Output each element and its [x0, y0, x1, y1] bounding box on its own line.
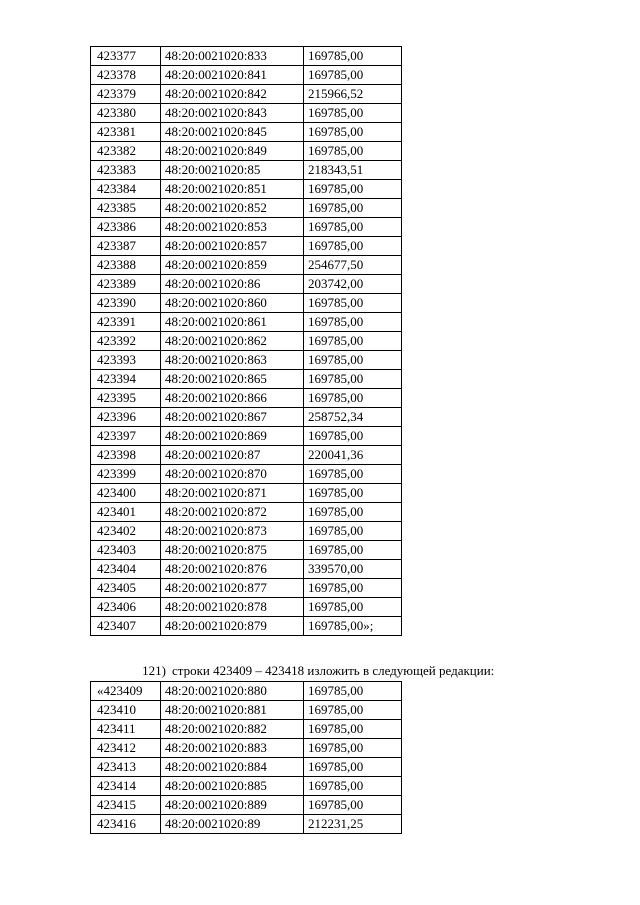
row-number-cell: 423403	[91, 541, 161, 560]
table-row	[91, 66, 402, 85]
row-number-cell: 423396	[91, 408, 161, 427]
value-cell: 169785,00	[304, 758, 402, 777]
row-number-cell: 423404	[91, 560, 161, 579]
cadastral-number-cell: 48:20:0021020:833	[161, 47, 304, 66]
table-row	[91, 560, 402, 579]
cadastral-table-1	[90, 46, 402, 636]
value-cell: 169785,00	[304, 541, 402, 560]
cadastral-number-cell: 48:20:0021020:857	[161, 237, 304, 256]
cadastral-number-cell: 48:20:0021020:843	[161, 104, 304, 123]
cadastral-number-cell: 48:20:0021020:853	[161, 218, 304, 237]
value-cell: 169785,00	[304, 579, 402, 598]
table-row	[91, 522, 402, 541]
cadastral-number-cell: 48:20:0021020:869	[161, 427, 304, 446]
table-row	[91, 758, 402, 777]
cadastral-number-cell: 48:20:0021020:889	[161, 796, 304, 815]
cadastral-number-cell: 48:20:0021020:885	[161, 777, 304, 796]
cadastral-number-cell: 48:20:0021020:861	[161, 313, 304, 332]
cadastral-number-cell: 48:20:0021020:877	[161, 579, 304, 598]
cadastral-number-cell: 48:20:0021020:841	[161, 66, 304, 85]
row-number-cell: 423379	[91, 85, 161, 104]
cadastral-number-cell: 48:20:0021020:866	[161, 389, 304, 408]
value-cell: 218343,51	[304, 161, 402, 180]
cadastral-number-cell: 48:20:0021020:873	[161, 522, 304, 541]
cadastral-number-cell: 48:20:0021020:884	[161, 758, 304, 777]
cadastral-number-cell: 48:20:0021020:882	[161, 720, 304, 739]
value-cell: 254677,50	[304, 256, 402, 275]
table-row	[91, 370, 402, 389]
value-cell: 169785,00	[304, 142, 402, 161]
value-cell: 169785,00	[304, 218, 402, 237]
value-cell: 169785,00	[304, 796, 402, 815]
row-number-cell: 423397	[91, 427, 161, 446]
table-row	[91, 617, 402, 636]
table-row	[91, 237, 402, 256]
value-cell: 169785,00	[304, 389, 402, 408]
value-cell: 169785,00	[304, 66, 402, 85]
value-cell: 169785,00	[304, 720, 402, 739]
cadastral-number-cell: 48:20:0021020:845	[161, 123, 304, 142]
value-cell: 169785,00	[304, 427, 402, 446]
value-cell: 169785,00	[304, 332, 402, 351]
row-number-cell: 423407	[91, 617, 161, 636]
value-cell: 169785,00	[304, 522, 402, 541]
cadastral-number-cell: 48:20:0021020:878	[161, 598, 304, 617]
value-cell: 212231,25	[304, 815, 402, 834]
value-cell: 169785,00	[304, 370, 402, 389]
row-number-cell: 423410	[91, 701, 161, 720]
cadastral-number-cell: 48:20:0021020:875	[161, 541, 304, 560]
table-row	[91, 313, 402, 332]
cadastral-number-cell: 48:20:0021020:871	[161, 484, 304, 503]
row-number-cell: 423380	[91, 104, 161, 123]
row-number-cell: 423406	[91, 598, 161, 617]
row-number-cell: 423393	[91, 351, 161, 370]
value-cell: 169785,00	[304, 180, 402, 199]
table-row	[91, 796, 402, 815]
table-row	[91, 142, 402, 161]
row-number-cell: 423398	[91, 446, 161, 465]
cadastral-number-cell: 48:20:0021020:876	[161, 560, 304, 579]
value-cell: 169785,00	[304, 777, 402, 796]
table-row	[91, 739, 402, 758]
amendment-text: строки 423409 – 423418 изложить в следующей редакции:	[172, 663, 495, 678]
cadastral-number-cell: 48:20:0021020:879	[161, 617, 304, 636]
table-row	[91, 218, 402, 237]
value-cell: 169785,00	[304, 294, 402, 313]
value-cell: 169785,00	[304, 465, 402, 484]
row-number-cell: 423412	[91, 739, 161, 758]
row-number-cell: 423386	[91, 218, 161, 237]
table-row	[91, 294, 402, 313]
row-number-cell: 423391	[91, 313, 161, 332]
value-cell: 169785,00	[304, 313, 402, 332]
value-cell: 169785,00	[304, 104, 402, 123]
table-row	[91, 351, 402, 370]
row-number-cell: 423382	[91, 142, 161, 161]
value-cell: 169785,00	[304, 701, 402, 720]
value-cell: 169785,00	[304, 484, 402, 503]
row-number-cell: 423400	[91, 484, 161, 503]
cadastral-number-cell: 48:20:0021020:89	[161, 815, 304, 834]
row-number-cell: 423411	[91, 720, 161, 739]
cadastral-number-cell: 48:20:0021020:859	[161, 256, 304, 275]
row-number-cell: 423395	[91, 389, 161, 408]
table-row	[91, 408, 402, 427]
amendment-number: 121)	[142, 663, 166, 678]
row-number-cell: 423405	[91, 579, 161, 598]
cadastral-number-cell: 48:20:0021020:86	[161, 275, 304, 294]
row-number-cell: 423377	[91, 47, 161, 66]
row-number-cell: 423381	[91, 123, 161, 142]
table-row	[91, 579, 402, 598]
cadastral-number-cell: 48:20:0021020:862	[161, 332, 304, 351]
value-cell: 169785,00	[304, 199, 402, 218]
table-row	[91, 180, 402, 199]
row-number-cell: 423402	[91, 522, 161, 541]
row-number-cell: 423401	[91, 503, 161, 522]
row-number-cell: 423384	[91, 180, 161, 199]
value-cell: 169785,00»;	[304, 617, 402, 636]
row-number-cell: «423409	[91, 682, 161, 701]
row-number-cell: 423390	[91, 294, 161, 313]
cadastral-number-cell: 48:20:0021020:872	[161, 503, 304, 522]
table-row	[91, 85, 402, 104]
row-number-cell: 423413	[91, 758, 161, 777]
cadastral-number-cell: 48:20:0021020:87	[161, 446, 304, 465]
row-number-cell: 423378	[91, 66, 161, 85]
table-row	[91, 503, 402, 522]
table-row	[91, 256, 402, 275]
row-number-cell: 423416	[91, 815, 161, 834]
row-number-cell: 423385	[91, 199, 161, 218]
table-row	[91, 123, 402, 142]
cadastral-number-cell: 48:20:0021020:85	[161, 161, 304, 180]
row-number-cell: 423387	[91, 237, 161, 256]
amendment-instruction	[90, 662, 570, 680]
cadastral-table-2	[90, 681, 402, 834]
cadastral-number-cell: 48:20:0021020:881	[161, 701, 304, 720]
table-1-body	[91, 47, 402, 636]
table-row	[91, 161, 402, 180]
row-number-cell: 423392	[91, 332, 161, 351]
table-row	[91, 275, 402, 294]
row-number-cell: 423383	[91, 161, 161, 180]
cadastral-number-cell: 48:20:0021020:867	[161, 408, 304, 427]
value-cell: 215966,52	[304, 85, 402, 104]
table-2-body	[91, 682, 402, 834]
table-row	[91, 720, 402, 739]
cadastral-number-cell: 48:20:0021020:842	[161, 85, 304, 104]
row-number-cell: 423414	[91, 777, 161, 796]
cadastral-number-cell: 48:20:0021020:870	[161, 465, 304, 484]
table-row	[91, 777, 402, 796]
value-cell: 169785,00	[304, 682, 402, 701]
value-cell: 169785,00	[304, 47, 402, 66]
value-cell: 203742,00	[304, 275, 402, 294]
cadastral-number-cell: 48:20:0021020:865	[161, 370, 304, 389]
value-cell: 169785,00	[304, 739, 402, 758]
table-row	[91, 815, 402, 834]
table-row	[91, 598, 402, 617]
row-number-cell: 423399	[91, 465, 161, 484]
row-number-cell: 423415	[91, 796, 161, 815]
table-row	[91, 465, 402, 484]
table-row	[91, 389, 402, 408]
value-cell: 169785,00	[304, 123, 402, 142]
value-cell: 169785,00	[304, 351, 402, 370]
table-row	[91, 427, 402, 446]
table-row	[91, 701, 402, 720]
cadastral-number-cell: 48:20:0021020:863	[161, 351, 304, 370]
row-number-cell: 423388	[91, 256, 161, 275]
value-cell: 258752,34	[304, 408, 402, 427]
cadastral-number-cell: 48:20:0021020:852	[161, 199, 304, 218]
cadastral-number-cell: 48:20:0021020:851	[161, 180, 304, 199]
value-cell: 169785,00	[304, 503, 402, 522]
row-number-cell: 423394	[91, 370, 161, 389]
table-row	[91, 484, 402, 503]
table-row	[91, 104, 402, 123]
value-cell: 169785,00	[304, 237, 402, 256]
cadastral-number-cell: 48:20:0021020:849	[161, 142, 304, 161]
cadastral-number-cell: 48:20:0021020:880	[161, 682, 304, 701]
row-number-cell: 423389	[91, 275, 161, 294]
table-row	[91, 47, 402, 66]
value-cell: 169785,00	[304, 598, 402, 617]
table-row	[91, 682, 402, 701]
table-row	[91, 541, 402, 560]
value-cell: 220041,36	[304, 446, 402, 465]
cadastral-number-cell: 48:20:0021020:883	[161, 739, 304, 758]
table-row	[91, 446, 402, 465]
table-row	[91, 199, 402, 218]
table-row	[91, 332, 402, 351]
cadastral-number-cell: 48:20:0021020:860	[161, 294, 304, 313]
value-cell: 339570,00	[304, 560, 402, 579]
